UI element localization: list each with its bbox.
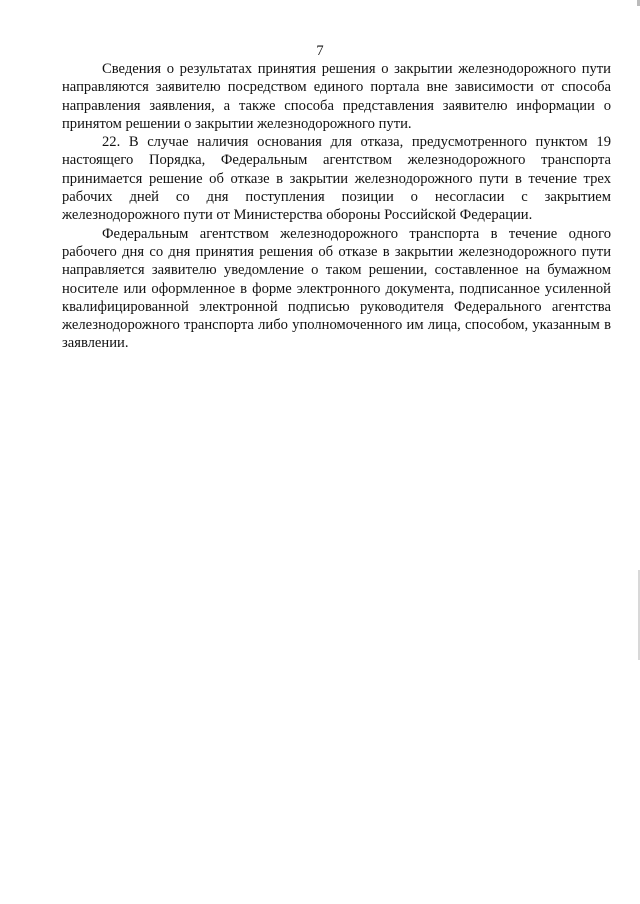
document-body	[62, 60, 611, 353]
paragraph-refusal-notice: Федеральным агентством железнодорожного транспорта в течение одного рабочего дня со дня принятия решения об отказе в закрытии железнодорожного пути направляется заявителю уведомление о таком решении, составленное на бумажном носителе или оформленное в форме электронного документа, подписанное усиленной квалифицированной электронной подписью руководителя Федерального агентства железнодорожного транспорта либо уполномоченного им лица, способом, указанным в заявлении.	[62, 225, 611, 352]
page-number: 7	[316, 43, 324, 59]
paragraph-portal-notification: Сведения о результатах принятия решения о закрытии железнодорожного пути направляются заявителю посредством единого портала вне зависимости от способа направления заявления, а также способа представления заявителю информации о принятом решении о закрытии железнодорожного пути.	[62, 61, 611, 132]
paragraph-22-refusal: 22. В случае наличия основания для отказа, предусмотренного пунктом 19 настоящего Порядка, Федеральным агентством железнодорожного транспорта принимается решение об отказе в закрытии железнодорожного пути в течение трех рабочих дней со дня поступления позиции о несогласии с закрытием железнодорожного пути от Министерства обороны Российской Федерации.	[62, 134, 611, 224]
